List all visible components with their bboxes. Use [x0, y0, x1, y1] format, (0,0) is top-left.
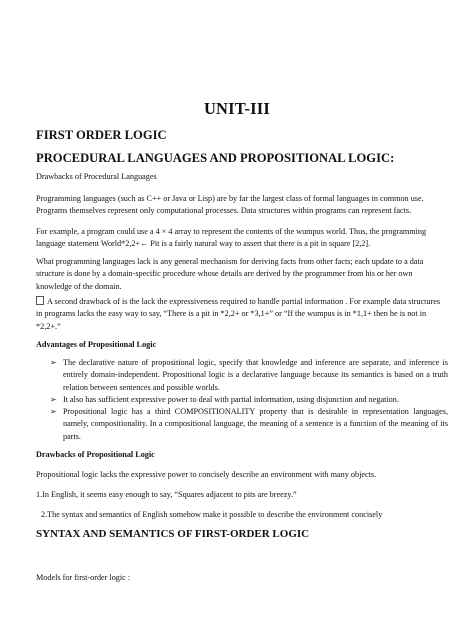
paragraph-wumpus-array-example: For example, a program could use a 4 × 4 array to represent the contents of the wumpus world. Thus, the programming language statement World*2,2+← Pit is a fairly natural way to assert that there is a pit in square [2,2].	[36, 227, 427, 249]
advantages-list	[50, 357, 448, 443]
list-item	[50, 394, 448, 406]
section-title-syntax-semantics-fol: SYNTAX AND SEMANTICS OF FIRST-ORDER LOGIC	[36, 528, 310, 540]
paragraph-english-example: 1.In English, it seems easy enough to say, “Squares adjacent to pits are breezy.”	[36, 490, 297, 499]
paragraph-models-fol: Models for first-order logic :	[36, 573, 131, 582]
unit-title: UNIT-III	[203, 99, 271, 118]
paragraph-lack-of-mechanism: What programming languages lack is any general mechanism for deriving facts from other facts; each update to a data structure is done by a domain-specific procedure whose details are derived by the programmer from his or her own knowledge of the domain.	[36, 257, 424, 291]
paragraph-programming-languages: Programming languages (such as C++ or Java or Lisp) are by far the largest class of formal languages in common use. Programs themselves represent only computational processes. Data structures within programs can represent facts.	[36, 194, 424, 216]
empty-box-glyph-icon	[36, 296, 44, 305]
section-title-first-order-logic: FIRST ORDER LOGIC	[36, 128, 167, 142]
arrowhead-bullet-icon: ➢	[50, 394, 57, 404]
paragraph-second-drawback-text: A second drawback of is the lack the expressiveness required to handle partial information . For example data structures in programs lacks the easy way to say, “There is a pit in *2,2+ or *3,1+” or “If the wumpus is in *1,1+ then he is not in *2,2+.”	[36, 297, 441, 331]
list-item	[50, 406, 448, 443]
heading-drawbacks-propositional-logic: Drawbacks of Propositional Logic	[36, 450, 155, 459]
heading-advantages-propositional-logic: Advantages of Propositional Logic	[36, 340, 157, 349]
advantage-item-text: The declarative nature of propositional logic, specify that knowledge and inference are separate, and inference is entirely domain-independent. Propositional logic is a declarative language because its semantics is based on a truth relation between sentences and possible worlds.	[63, 358, 448, 392]
paragraph-second-drawback	[36, 296, 448, 333]
arrowhead-bullet-icon: ➢	[50, 358, 57, 367]
subheading-drawbacks-procedural: Drawbacks of Procedural Languages	[36, 172, 157, 181]
arrowhead-bullet-icon: ➢	[50, 407, 57, 417]
paragraph-syntax-semantics-english: 2.The syntax and semantics of English somehow make it possible to describe the environment concisely	[41, 510, 383, 519]
advantage-item-text: It also has sufficient expressive power to deal with partial information, using disjunction and negation.	[63, 394, 399, 404]
list-item	[50, 357, 448, 394]
paragraph-expressive-power: Propositional logic lacks the expressive power to concisely describe an environment with many objects.	[36, 470, 377, 479]
section-title-procedural-languages: PROCEDURAL LANGUAGES AND PROPOSITIONAL LOGIC:	[36, 151, 395, 165]
advantage-item-text: Propositional logic has a third COMPOSITIONALITY property that is desirable in representation languages, namely, compositionality. In a compositional language, the meaning of a sentence is a function of the meaning of its parts.	[63, 407, 448, 441]
